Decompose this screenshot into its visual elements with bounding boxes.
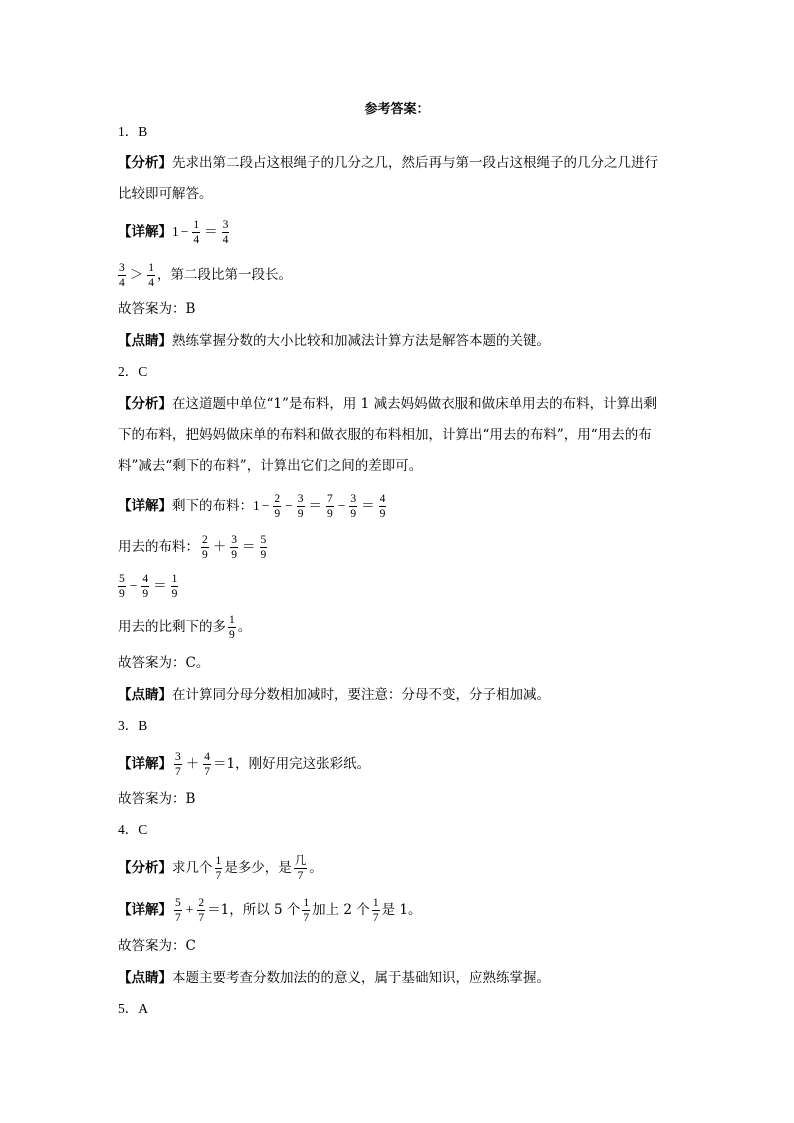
numerator: 1 <box>193 219 200 231</box>
fraction <box>228 614 236 641</box>
q2-analysis-text-1: 在这道题中单位“1”是布料，用 1 减去妈妈做衣服和做床单用去的布料，计算出剩 <box>172 396 658 412</box>
fraction <box>174 897 182 924</box>
denominator: 7 <box>297 870 304 882</box>
equals-sign: ＝ <box>308 498 322 513</box>
numerator: 4 <box>379 493 386 505</box>
numerator: 3 <box>119 262 125 274</box>
numerator: 2 <box>274 493 281 505</box>
denominator: 9 <box>327 508 333 520</box>
q1-detail-line-1 <box>118 219 231 246</box>
q2-analysis-line-3: 料”减去“剩下的布料”，计算出它们之间的差即可。 <box>118 458 423 474</box>
fraction <box>294 855 308 882</box>
plus-sign: + <box>185 902 194 917</box>
equals-sign: ＝ <box>153 578 167 593</box>
q1-tip-line <box>118 331 550 351</box>
q4-tip-line <box>118 968 550 988</box>
fraction <box>215 855 223 882</box>
numerator: 3 <box>222 219 229 231</box>
numerator: 5 <box>175 897 181 909</box>
fraction <box>297 493 305 520</box>
fraction <box>118 262 126 289</box>
q1-analysis-text-1: 先求出第二段占这根绳子的几分之几，然后再与第一段占这根绳子的几分之几进行 <box>172 155 658 171</box>
q4-detail-text-1: ＝1，所以 5 个 <box>207 902 301 918</box>
q4-detail-text-2: 加上 2 个 <box>312 902 370 918</box>
denominator: 9 <box>229 629 235 641</box>
q1-tip-text: 熟练掌握分数的大小比较和加减法计算方法是解答本题的关键。 <box>172 333 550 349</box>
numerator: 3 <box>175 751 181 763</box>
q4-tip-text: 本题主要考查分数加法的的意义，属于基础知识，应熟练掌握。 <box>172 970 550 986</box>
tip-tag: 【点睛】 <box>118 333 172 349</box>
denominator: 7 <box>175 766 181 778</box>
denominator: 9 <box>297 508 304 520</box>
fraction <box>302 897 310 924</box>
q2-used-label: 用去的布料： <box>118 539 199 555</box>
fraction <box>201 534 209 561</box>
q1-answer: 故答案为：B <box>118 301 196 317</box>
fraction <box>326 493 334 520</box>
numerator: 1 <box>215 855 222 867</box>
equals-sign: ＝ <box>361 498 375 513</box>
number: 1 <box>253 498 260 513</box>
minus-sign: − <box>261 498 270 513</box>
numerator: 1 <box>148 262 154 274</box>
numerator: 4 <box>142 573 149 585</box>
q1-detail-line-2 <box>118 262 292 289</box>
denominator: 4 <box>148 277 154 289</box>
fraction <box>203 751 211 778</box>
q2-remaining-label: 剩下的布料： <box>172 498 253 514</box>
numerator: 1 <box>303 897 310 909</box>
greater-than-sign: ＞ <box>129 267 144 282</box>
denominator: 4 <box>193 234 200 246</box>
numerator: 5 <box>260 534 267 546</box>
analysis-tag: 【分析】 <box>118 396 172 412</box>
denominator: 9 <box>142 588 149 600</box>
minus-sign: − <box>337 498 346 513</box>
q4-analysis-text-2: 是多少，是 <box>224 860 292 876</box>
q2-conclusion: 用去的比剩下的多 <box>118 619 226 635</box>
denominator: 9 <box>260 549 267 561</box>
q2-detail-line-2 <box>118 534 269 561</box>
minus-sign: − <box>129 578 138 593</box>
plus-sign: ＋ <box>212 539 227 554</box>
numerator: 2 <box>198 897 205 909</box>
q3-detail-line-1 <box>118 751 370 778</box>
period: 。 <box>309 860 323 876</box>
denominator: 9 <box>350 508 357 520</box>
period: 。 <box>237 619 252 635</box>
numerator: 2 <box>202 534 208 546</box>
detail-tag: 【详解】 <box>118 902 172 918</box>
fraction <box>273 493 281 520</box>
q2-number: 2．C <box>118 364 148 379</box>
denominator: 9 <box>202 549 208 561</box>
q3-answer: 故答案为：B <box>118 791 196 807</box>
denominator: 7 <box>204 766 210 778</box>
q4-detail-text-3: 是 1。 <box>381 902 422 918</box>
tip-tag: 【点睛】 <box>118 687 172 703</box>
analysis-tag: 【分析】 <box>118 860 172 876</box>
denominator: 7 <box>175 912 181 924</box>
numerator: 几 <box>294 855 307 867</box>
numerator: 4 <box>204 751 210 763</box>
q1-analysis-line-2: 比较即可解答。 <box>118 186 213 202</box>
q4-analysis-line <box>118 855 323 882</box>
fraction <box>197 897 205 924</box>
q3-number: 3．B <box>118 718 148 733</box>
q3-conclusion: ＝1，刚好用完这张彩纸。 <box>213 756 371 772</box>
denominator: 4 <box>119 277 125 289</box>
numerator: 1 <box>372 897 379 909</box>
q2-analysis-line-1 <box>118 394 657 414</box>
tip-tag: 【点睛】 <box>118 970 172 986</box>
numerator: 5 <box>119 573 125 585</box>
q2-detail-line-3 <box>118 573 180 600</box>
denominator: 9 <box>274 508 281 520</box>
fraction <box>192 219 200 246</box>
q1-analysis-line-1 <box>118 153 658 173</box>
page-title: 参考答案： <box>364 102 430 117</box>
fraction <box>372 897 380 924</box>
q1-number: 1．B <box>118 124 148 139</box>
denominator: 9 <box>379 508 386 520</box>
denominator: 9 <box>171 588 178 600</box>
q1-conclusion: ，第二段比第一段长。 <box>157 267 292 283</box>
fraction <box>260 534 268 561</box>
denominator: 7 <box>198 912 205 924</box>
numerator: 3 <box>231 534 237 546</box>
q2-tip-text: 在计算同分母分数相加减时，要注意：分母不变，分子相加减。 <box>172 687 550 703</box>
q2-analysis-line-2: 下的布料，把妈妈做床单的布料和做衣服的布料相加，计算出“用去的布料”，用“用去的布 <box>118 427 652 443</box>
analysis-tag: 【分析】 <box>118 155 172 171</box>
q4-answer: 故答案为：C <box>118 938 196 954</box>
fraction <box>174 751 182 778</box>
q5-number: 5．A <box>118 1001 148 1016</box>
fraction <box>141 573 149 600</box>
detail-tag: 【详解】 <box>118 756 172 772</box>
fraction <box>118 573 126 600</box>
numerator: 7 <box>327 493 333 505</box>
q2-answer: 故答案为：C。 <box>118 655 210 671</box>
equals-sign: ＝ <box>204 224 218 239</box>
q4-number: 4．C <box>118 822 148 837</box>
numerator: 1 <box>171 573 178 585</box>
q2-detail-line-4 <box>118 614 251 641</box>
q4-detail-line-1 <box>118 897 421 924</box>
minus-sign: − <box>285 498 293 513</box>
numerator: 1 <box>229 614 235 626</box>
number: 1 <box>172 224 179 239</box>
fraction <box>230 534 238 561</box>
q2-detail-line-1 <box>118 493 388 520</box>
numerator: 3 <box>350 493 357 505</box>
denominator: 7 <box>372 912 379 924</box>
detail-tag: 【详解】 <box>118 224 172 240</box>
fraction <box>147 262 155 289</box>
denominator: 7 <box>303 912 310 924</box>
fraction <box>171 573 179 600</box>
fraction <box>222 219 230 246</box>
plus-sign: ＋ <box>185 756 200 771</box>
denominator: 7 <box>215 870 222 882</box>
denominator: 4 <box>222 234 229 246</box>
fraction <box>349 493 357 520</box>
detail-tag: 【详解】 <box>118 498 172 514</box>
equals-sign: ＝ <box>242 539 256 554</box>
q4-analysis-text-1: 求几个 <box>172 860 213 876</box>
denominator: 9 <box>119 588 125 600</box>
numerator: 3 <box>297 493 304 505</box>
q2-tip-line <box>118 685 550 705</box>
fraction <box>379 493 387 520</box>
denominator: 9 <box>231 549 237 561</box>
minus-sign: − <box>180 224 189 239</box>
